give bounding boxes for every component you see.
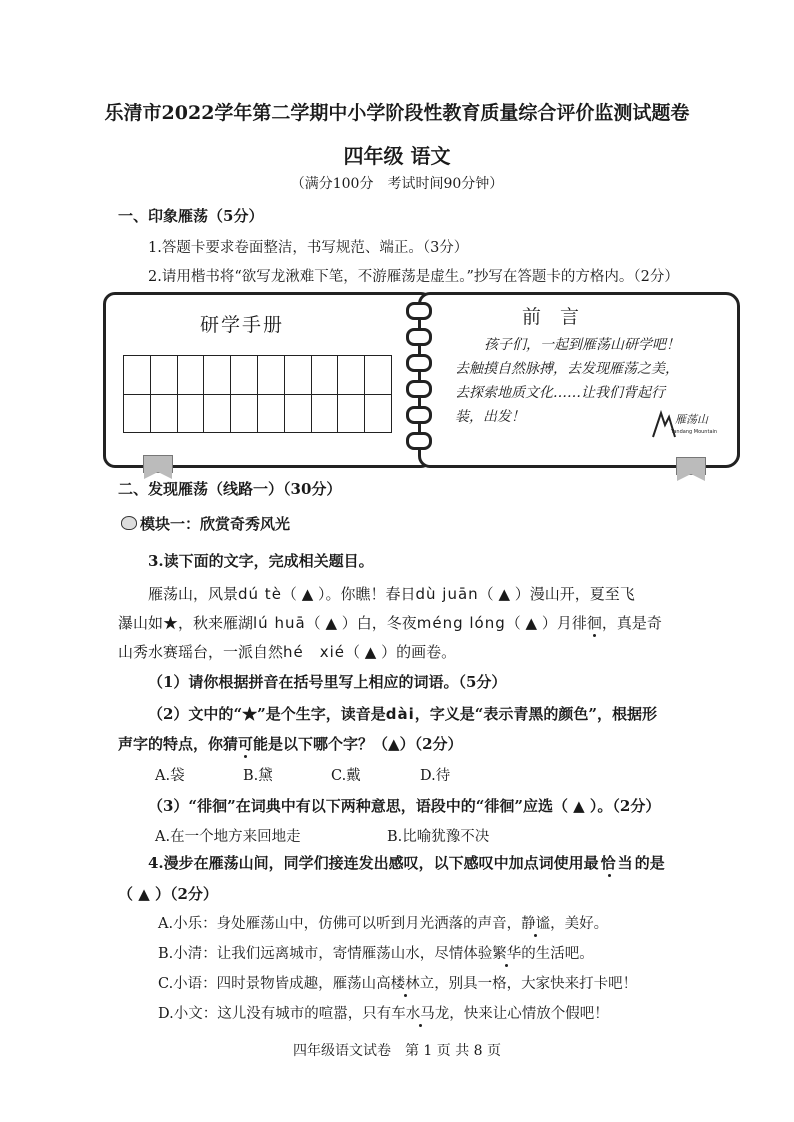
notebook-right-title: 前 言 [522,306,580,328]
exam-title: 乐清市2022学年第二学期中小学阶段性教育质量综合评价监测试题卷 [104,102,690,124]
question-4-line-1: 4.漫步在雁荡山间，同学们接连发出感叹，以下感叹中加点词使用最恰当的是 [148,854,665,872]
q4-option-b: B.小清：让我们远离城市，寄情雁荡山水，尽情体验繁华的生活吧。 [158,946,594,962]
question-3-1: （1）请你根据拼音在括号里写上相应的词语。（5分） [148,673,507,691]
option-d: D.待 [420,768,451,784]
pinyin-lu-hua: lú huā [253,614,306,632]
q4-option-a: A.小乐：身处雁荡山中，仿佛可以听到月光洒落的声音，静谧，美好。 [158,916,609,932]
notebook-left-title: 研学手册 [200,314,285,336]
question-2: 2.请用楷书将“欲写龙湫难下笔，不游雁荡是虚生。”抄写在答题卡的方格内。（2分） [148,269,679,285]
bookmark-tab-left [143,455,173,473]
pinyin-he-xie: hé xié [283,643,346,661]
question-4-line-2: （ ▲ ）（2分） [118,885,218,903]
section1-heading: 一、印象雁荡（5分） [118,207,264,225]
option-3-3-b: B.比喻犹豫不决 [387,829,490,845]
pinyin-meng-long: méng lóng [416,614,506,632]
lightbulb-icon [121,516,137,530]
q4-option-d: D.小文：这儿没有城市的喧嚣，只有车水马龙，快来让心情放个假吧！ [158,1006,609,1022]
preface-line-2: 去触摸自然脉搏，去发现雁荡之美， [455,361,679,377]
writing-grid [123,355,392,433]
q4-option-c: C.小语：四时景物皆成趣，雁荡山高楼林立，别具一格，大家快来打卡吧！ [158,976,638,992]
question-3-2-line-1: （2）文中的“★”是个生字，读音是dài，字义是“表示青黑的颜色”，根据形 [148,705,657,723]
page-footer: 四年级语文试卷 第 1 页 共 8 页 [292,1043,502,1059]
question-1: 1.答题卡要求卷面整洁，书写规范、端正。（3分） [148,240,469,256]
pinyin-du-te: dú tè [238,585,282,603]
pinyin-du-juan: dù juān [415,585,479,603]
option-a: A.袋 [155,768,185,784]
yandang-mountain-logo: 雁荡山 Yandang Mountain [651,405,711,441]
exam-subtitle: 四年级 语文 [343,144,451,168]
option-b: B.黛 [243,768,273,784]
exam-note: （满分100分 考试时间90分钟） [290,176,504,192]
passage-line-1: 雁荡山，风景dú tè（ ▲ ）。你瞧！春日dù juān（ ▲ ）漫山开，夏至飞 [148,585,635,603]
section2-heading: 二、发现雁荡（线路一）（30分） [118,480,342,498]
question-3-2-line-2: 声字的特点，你猜可能是以下哪个字？（▲）（2分） [118,735,463,753]
option-3-3-a: A.在一个地方来回地走 [155,829,301,845]
preface-line-3: 去探索地质文化……让我们背起行 [455,385,665,401]
bookmark-tab-right [676,457,706,475]
question-3-3: （3）“徘徊”在词典中有以下两种意思，语段中的“徘徊”应选（ ▲ ）。（2分） [148,797,661,815]
passage-line-3: 山秀水赛瑶台，一派自然hé xié（ ▲ ）的画卷。 [118,643,457,661]
passage-line-2: 瀑山如★，秋来雁湖lú huā（ ▲ ）白，冬夜méng lóng（ ▲ ）月徘徊，真是奇 [118,614,662,632]
notebook-rings [400,298,436,458]
module-heading: 模块一：欣赏奇秀风光 [121,513,290,534]
preface-line-1: 孩子们，一起到雁荡山研学吧！ [484,337,680,353]
option-c: C.戴 [331,768,361,784]
question-3: 3.读下面的文字，完成相关题目。 [148,552,374,570]
preface-line-4: 装，出发！ [455,409,525,425]
